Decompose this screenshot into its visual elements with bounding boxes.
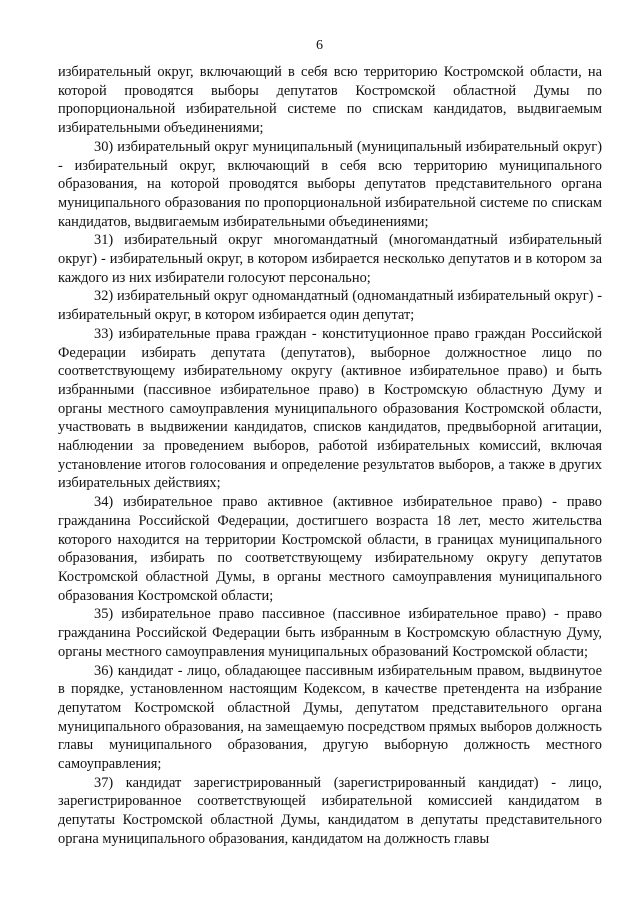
paragraph-37: 37) кандидат зарегистрированный (зарегистрированный кандидат) - лицо, зарегистрированное соответствующей избирательной комиссией кандидатом в депутаты Костромской областной Думы, кандидатом в депутаты представительного органа муниципального образования, кандидатом на должность главы — [58, 774, 602, 847]
paragraph-intro: избирательный округ, включающий в себя всю территорию Костромской области, на которой проводятся выборы депутатов Костромской областной Думы по пропорциональной избирательной системе по спискам кандидатов, выдвигаемым избирательными объединениями; — [58, 64, 602, 137]
paragraph-35: 35) избирательное право пассивное (пассивное избирательное право) - право гражданина Российской Федерации быть избранным в Костромскую областную Думу, органы местного самоуправления муниципальных образований Костромской области; — [58, 606, 602, 660]
paragraph-33: 33) избирательные права граждан - конституционное право граждан Российской Федерации избирать депутата (депутатов), выборное должностное лицо по соответствующему избирательному округу (активное избирательное право) и быть избранными (пассивное избирательное право) в Костромскую областную Думу и органы местного самоуправления муниципального образования Костромской области, участвовать в выдвижении кандидатов, списков кандидатов, предвыборной агитации, наблюдении за проведением выборов, работой избирательных комиссий, включая установление итогов голосования и определение результатов выборов, а также в других избирательных действиях; — [58, 325, 602, 492]
paragraph-31: 31) избирательный округ многомандатный (многомандатный избирательный округ) - избирательный округ, в котором избирается несколько депутатов и в котором за каждого из них избиратели голосуют персонально; — [58, 232, 602, 286]
paragraph-32: 32) избирательный округ одномандатный (одномандатный избирательный округ) - избирательный округ, в котором избирается один депутат; — [58, 288, 602, 324]
paragraph-36: 36) кандидат - лицо, обладающее пассивным избирательным правом, выдвинутое в порядке, установленном настоящим Кодексом, в качестве претендента на избрание депутатом Костромской областной Думы, депутатом представительного органа муниципального образования, на замещаемую посредством прямых выборов должность главы муниципального образования, другую выборную должность местного самоуправления; — [58, 662, 602, 773]
document-body — [58, 63, 602, 849]
paragraph-34: 34) избирательное право активное (активное избирательное право) - право гражданина Российской Федерации, достигшего возраста 18 лет, место жительства которого находится на территории Костромской области, в границах муниципального образования, избирать по соответствующему избирательному округу депутатов Костромской областной Думы, в органы местного самоуправления муниципального образования Костромской области; — [58, 494, 602, 604]
page-number: 6 — [316, 38, 323, 53]
paragraph-30: 30) избирательный округ муниципальный (муниципальный избирательный округ) - избирательный округ, включающий в себя всю территорию муниципального образования, на которой проводятся выборы депутатов представительного органа муниципального образования по пропорциональной избирательной системе по спискам кандидатов, выдвигаемым избирательными объединениями; — [58, 138, 602, 230]
